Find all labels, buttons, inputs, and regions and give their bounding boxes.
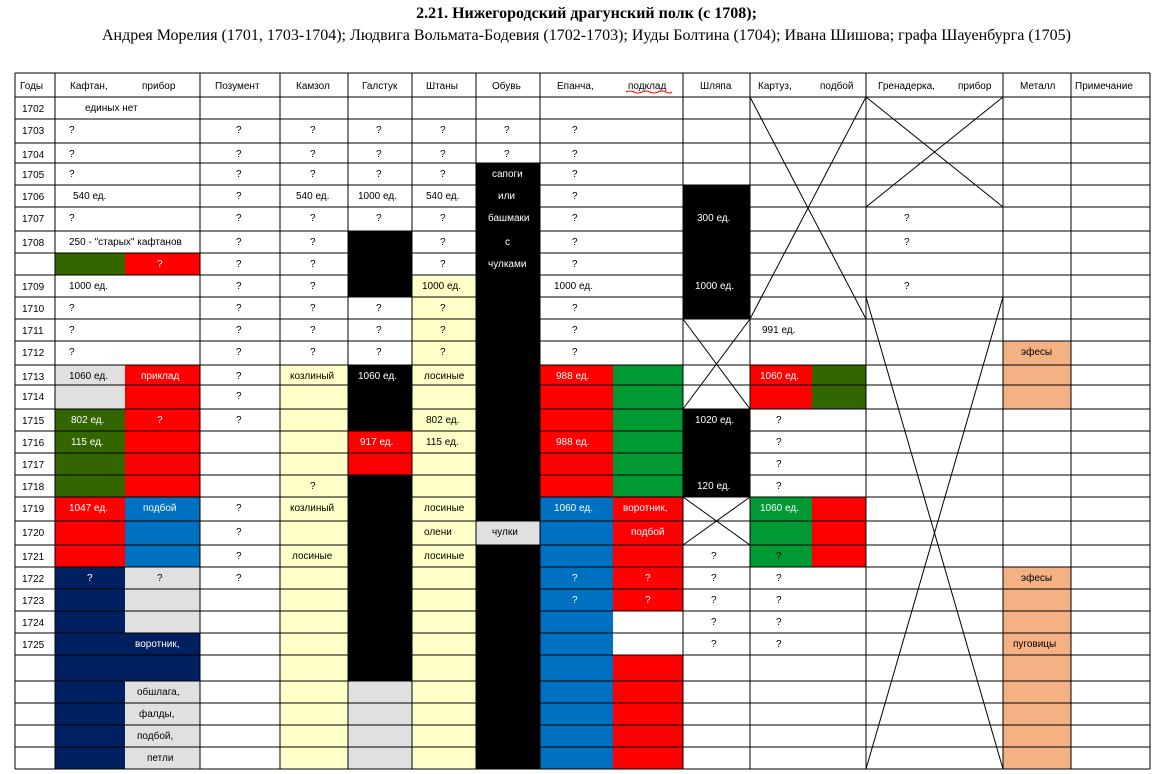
cell-text: ? (236, 371, 242, 382)
cell-text: ? (440, 149, 446, 160)
obuv-black-1721 (476, 545, 540, 769)
cell-text: ? (376, 303, 382, 314)
year-label: 1725 (22, 640, 45, 651)
cell-text: 1000 ед. (69, 281, 108, 292)
cell-text: ? (376, 125, 382, 136)
cell-text: ? (69, 149, 75, 160)
header-year: Годы (20, 81, 44, 92)
cell-text: ? (236, 281, 242, 292)
cell-text: ? (711, 551, 717, 562)
kaftan-navy-1722 (55, 567, 125, 769)
cell-text: 1000 ед. (695, 281, 734, 292)
cell-text: 1047 ед. (69, 503, 108, 514)
year-label: 1702 (22, 104, 45, 115)
cell-text: ? (440, 237, 446, 248)
cell-text: ? (711, 639, 717, 650)
cell-text: 917 ед. (360, 437, 394, 448)
cell-text: фалды, (139, 709, 175, 720)
cell-text: ? (236, 573, 242, 584)
cell-text: ? (69, 325, 75, 336)
header-obuv: Обувь (492, 81, 521, 92)
cell-text: 1060 ед. (554, 503, 593, 514)
year-label: 1706 (22, 192, 45, 203)
cell-text: ? (236, 527, 242, 538)
cell-text: ? (711, 595, 717, 606)
cell-text: ? (504, 125, 510, 136)
cell-text: ? (236, 325, 242, 336)
cell-text: ? (236, 259, 242, 270)
shlyapa-black-1706 (683, 185, 750, 319)
cell-text: ? (440, 169, 446, 180)
cell-text: 540 ед. (426, 191, 460, 202)
cell-text: ? (376, 169, 382, 180)
year-label: 1723 (22, 596, 45, 607)
cell-text: ? (236, 191, 242, 202)
cell-text: 988 ед. (556, 371, 590, 382)
cell-text: ? (69, 213, 75, 224)
cell-text: ? (69, 169, 75, 180)
cell-text: ? (69, 347, 75, 358)
cell-text: сапоги (492, 169, 523, 180)
cell-text: ? (157, 573, 163, 584)
kaftan-green-1708 (55, 253, 125, 275)
cell-text: ? (236, 169, 242, 180)
cell-text: ? (440, 347, 446, 358)
cell-text: ? (645, 595, 651, 606)
podboy-green-1713 (812, 365, 866, 409)
cell-text: ? (310, 149, 316, 160)
cell-text: ? (157, 259, 163, 270)
year-label: 1714 (22, 392, 45, 403)
cell-text: ? (236, 303, 242, 314)
cell-text: ? (440, 325, 446, 336)
cell-text: ? (236, 125, 242, 136)
cell-text: ? (69, 125, 75, 136)
cell-text: лосиные (424, 551, 465, 562)
cell-text: обшлага, (137, 687, 180, 698)
cell-text: подбой (143, 503, 177, 514)
year-label: 1708 (22, 238, 45, 249)
year-label: 1718 (22, 482, 45, 493)
cell-text: петли (147, 753, 174, 764)
cell-text: ? (310, 169, 316, 180)
cell-text: ? (310, 303, 316, 314)
year-label: 1716 (22, 438, 45, 449)
cell-text: 1060 ед. (358, 503, 397, 514)
cell-text: ? (310, 259, 316, 270)
cell-text: козлиный (290, 503, 335, 514)
cell-text: 1060 ед. (358, 371, 397, 382)
cell-text: ? (572, 573, 578, 584)
cell-text: ? (904, 237, 910, 248)
cell-text: пуговицы (1013, 639, 1057, 650)
cell-text: ? (711, 573, 717, 584)
header-kamzol: Камзол (296, 81, 330, 92)
cell-text: приклад (141, 371, 180, 382)
cell-text: ? (310, 125, 316, 136)
header-kartuz: Картуз, (758, 81, 792, 92)
header-grenaderka: Гренадерка, (878, 81, 935, 92)
cell-text: ? (310, 281, 316, 292)
cell-text: ? (87, 573, 93, 584)
cell-text: ? (572, 237, 578, 248)
cell-text: башмаки (488, 213, 530, 224)
cell-text: 1060 ед. (69, 371, 108, 382)
cell-text: ? (440, 303, 446, 314)
cell-text: 1000 ед. (422, 281, 461, 292)
cell-text: ? (236, 237, 242, 248)
cell-text: ? (572, 149, 578, 160)
cell-text: чулки (492, 527, 518, 538)
year-label: 1711 (22, 326, 44, 337)
year-label: 1707 (22, 214, 45, 225)
cell-text: ? (157, 415, 163, 426)
cell-text: ? (572, 595, 578, 606)
header-podboy: подбой (820, 81, 854, 92)
cell-text: ? (376, 213, 382, 224)
cell-text: ? (504, 149, 510, 160)
cell-text: ? (572, 303, 578, 314)
spelling-underline (626, 91, 672, 93)
year-label: 1710 (22, 304, 45, 315)
header-pribor2: прибор (958, 81, 992, 92)
cell-text: ? (776, 617, 782, 628)
podklad-red-1725 (613, 655, 683, 769)
header-shlyapa: Шляпа (700, 81, 732, 92)
header-galstuk: Галстук (362, 81, 398, 92)
cell-text: ? (310, 213, 316, 224)
cell-text: ? (776, 459, 782, 470)
cell-text: ? (572, 213, 578, 224)
cell-text: 991 ед. (762, 325, 796, 336)
cell-text: ? (310, 481, 316, 492)
header-podklad: подклад (628, 81, 667, 92)
cell-text: 115 ед. (71, 437, 104, 448)
header-primechanie: Примечание (1075, 81, 1133, 92)
cell-text: ? (69, 303, 75, 314)
cell-text: 802 ед. (426, 415, 460, 426)
cell-text: ? (904, 213, 910, 224)
cell-text: ? (776, 551, 782, 562)
cell-text: ? (572, 325, 578, 336)
header-pribor: прибор (142, 81, 176, 92)
cell-text: ? (310, 237, 316, 248)
year-label: 1722 (22, 574, 45, 585)
metall-peach-1725 (1003, 633, 1071, 769)
year-label: 1720 (22, 528, 45, 539)
cell-text: ? (236, 415, 242, 426)
year-label: 1705 (22, 170, 45, 181)
cell-text: ? (236, 347, 242, 358)
cell-text: ? (310, 347, 316, 358)
cell-text: ? (645, 573, 651, 584)
year-label: 1724 (22, 618, 45, 629)
cell-text: 1020 ед. (695, 415, 734, 426)
cell-text: 540 ед. (296, 191, 330, 202)
cell-text: ? (440, 125, 446, 136)
cell-text: 300 ед. (697, 213, 731, 224)
cell-text: ? (376, 149, 382, 160)
cell-text: эфесы (1021, 573, 1053, 584)
cell-text: ? (776, 595, 782, 606)
header-pozument: Позумент (215, 81, 260, 92)
cell-text: ? (572, 347, 578, 358)
cell-text: ? (440, 259, 446, 270)
cell-text: ? (236, 551, 242, 562)
year-label: 1703 (22, 126, 45, 137)
cell-text: ? (572, 169, 578, 180)
cell-text: ? (236, 213, 242, 224)
cell-text: ? (776, 573, 782, 584)
year-label: 1709 (22, 282, 45, 293)
cell-text: ? (572, 125, 578, 136)
cell-text: 1000 ед. (554, 281, 593, 292)
cell-text: ? (776, 481, 782, 492)
cell-text: ? (376, 325, 382, 336)
cell-text: ? (376, 347, 382, 358)
cell-text: или (498, 191, 516, 202)
header-shtany: Штаны (426, 81, 458, 92)
year-label: 1721 (22, 552, 45, 563)
cell-text: ? (236, 391, 242, 402)
cell-text: ? (572, 191, 578, 202)
cell-text: 1000 ед. (358, 191, 397, 202)
header-kaftan: Кафтан, (70, 81, 108, 92)
cell-text: ? (711, 617, 717, 628)
podboy-red-1719 (812, 497, 866, 567)
cell-text: ? (310, 325, 316, 336)
year-label: 1719 (22, 504, 45, 515)
cell-text: с (505, 237, 510, 248)
cell-text: подбой, (137, 731, 174, 742)
cell-text: подбой (631, 527, 665, 538)
cell-text: лосиные (424, 503, 465, 514)
cell-text: 120 ед. (697, 481, 731, 492)
cell-text: ? (776, 437, 782, 448)
cell-text: ? (776, 639, 782, 650)
year-label: 1713 (22, 372, 45, 383)
cell-text: ? (440, 213, 446, 224)
year-label: 1704 (22, 150, 45, 161)
cell-text: единых нет (85, 103, 138, 114)
cell-text: 250 - "старых" кафтанов (69, 237, 182, 248)
cell-text: лосиные (424, 371, 465, 382)
cell-text: 1060 ед. (760, 371, 799, 382)
cell-text: олени (424, 527, 452, 538)
cell-text: эфесы (1021, 347, 1053, 358)
cell-text: ? (236, 503, 242, 514)
cell-text: ? (776, 415, 782, 426)
cell-text: лосиные (292, 551, 333, 562)
cell-text: чулками (488, 259, 527, 270)
cell-text: ? (904, 281, 910, 292)
cell-text: козлиный (290, 371, 335, 382)
document-title: 2.21. Нижегородский драгунский полк (с 1708); (416, 5, 757, 22)
header-metall: Металл (1020, 81, 1056, 92)
cell-text: ? (236, 149, 242, 160)
cell-text: 802 ед. (71, 415, 105, 426)
year-label: 1712 (22, 348, 45, 359)
cell-text: воротник, (623, 503, 668, 514)
cell-text: 988 ед. (556, 437, 590, 448)
cell-text: воротник, (135, 639, 180, 650)
cell-text: 115 ед. (426, 437, 459, 448)
header-epancha: Епанча, (557, 81, 594, 92)
galstuk-black-1708 (348, 231, 412, 297)
document-subtitle: Андрея Морелия (1701, 1703-1704); Людвига Вольмата-Бодевия (1702-1703); Иуды Болтина (1704); Ивана Шишова; графа Шауенбурга (1705) (102, 27, 1071, 44)
year-label: 1715 (22, 416, 45, 427)
cell-text: 1060 ед. (760, 503, 799, 514)
cell-text: 540 ед. (73, 191, 107, 202)
cell-text: ? (572, 259, 578, 270)
year-label: 1717 (22, 460, 45, 471)
